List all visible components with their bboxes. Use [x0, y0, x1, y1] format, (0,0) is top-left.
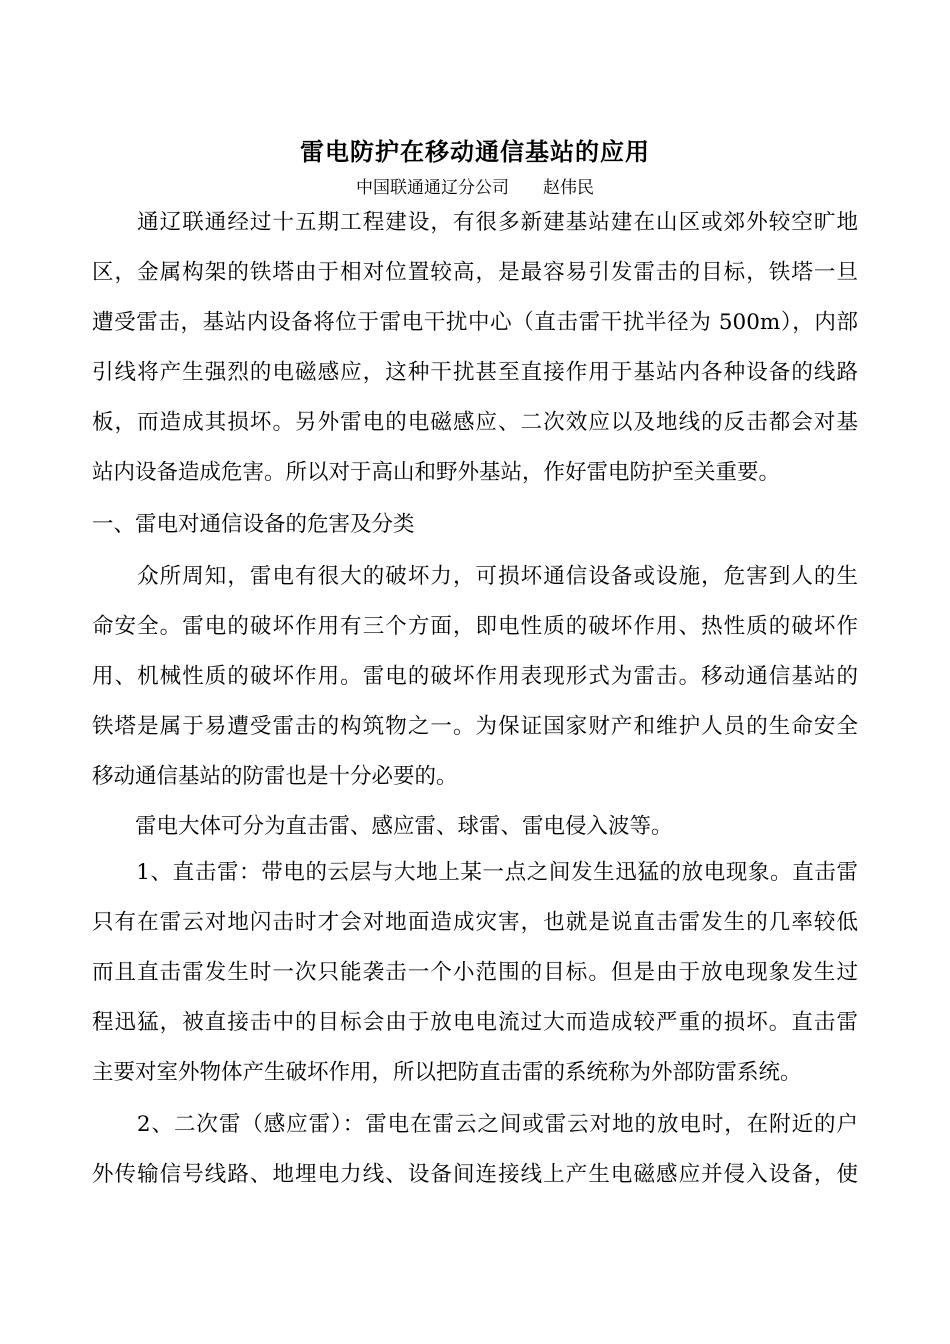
- body-line: 移动通信基站的防雷也是十分必要的。: [92, 764, 458, 789]
- body-line: 主要对室外物体产生破坏作用，所以把防直击雷的系统称为外部防雷系统。: [92, 1060, 802, 1085]
- body-line: 外传输信号线路、地埋电力线、设备间连接线上产生电磁感应并侵入设备，使: [92, 1162, 858, 1187]
- body-line: 区，金属构架的铁塔由于相对位置较高，是最容易引发雷击的目标，铁塔一旦: [92, 260, 858, 285]
- body-line: 众所周知，雷电有很大的破坏力，可损坏通信设备或设施，危害到人的生: [92, 564, 858, 589]
- body-line: 而且直击雷发生时一次只能袭击一个小范围的目标。但是由于放电现象发生过: [92, 960, 858, 985]
- body-line: 遭受雷击，基站内设备将位于雷电干扰中心（直击雷干扰半径为 500m），内部: [92, 310, 858, 335]
- byline-author: 赵伟民: [543, 178, 594, 198]
- body-line: 板，而造成其损坏。另外雷电的电磁感应、二次效应以及地线的反击都会对基: [92, 410, 858, 435]
- section-heading: 一、雷电对通信设备的危害及分类: [92, 512, 415, 537]
- body-line: 2、二次雷（感应雷）：雷电在雷云之间或雷云对地的放电时，在附近的户: [92, 1112, 858, 1137]
- document-title: 雷电防护在移动通信基站的应用: [300, 137, 650, 166]
- body-line: 雷电大体可分为直击雷、感应雷、球雷、雷电侵入波等。: [92, 814, 673, 839]
- body-line: 铁塔是属于易遭受雷击的构筑物之一。为保证国家财产和维护人员的生命安全: [92, 714, 858, 739]
- body-line: 只有在雷云对地闪击时才会对地面造成灾害，也就是说直击雷发生的几率较低: [92, 910, 858, 935]
- body-line: 命安全。雷电的破坏作用有三个方面，即电性质的破坏作用、热性质的破坏作: [92, 614, 858, 639]
- body-line: 引线将产生强烈的电磁感应，这种干扰甚至直接作用于基站内各种设备的线路: [92, 360, 858, 385]
- body-line: 用、机械性质的破坏作用。雷电的破坏作用表现形式为雷击。移动通信基站的: [92, 664, 858, 689]
- byline-organization: 中国联通通辽分公司: [356, 178, 509, 198]
- body-line: 程迅猛，被直接击中的目标会由于放电电流过大而造成较严重的损坏。直击雷: [92, 1010, 858, 1035]
- body-line: 站内设备造成危害。所以对于高山和野外基站，作好雷电防护至关重要。: [92, 460, 781, 485]
- body-line: 通辽联通经过十五期工程建设，有很多新建基站建在山区或郊外较空旷地: [92, 210, 858, 235]
- body-line: 1、直击雷：带电的云层与大地上某一点之间发生迅猛的放电现象。直击雷: [92, 860, 858, 885]
- byline: [0, 176, 950, 200]
